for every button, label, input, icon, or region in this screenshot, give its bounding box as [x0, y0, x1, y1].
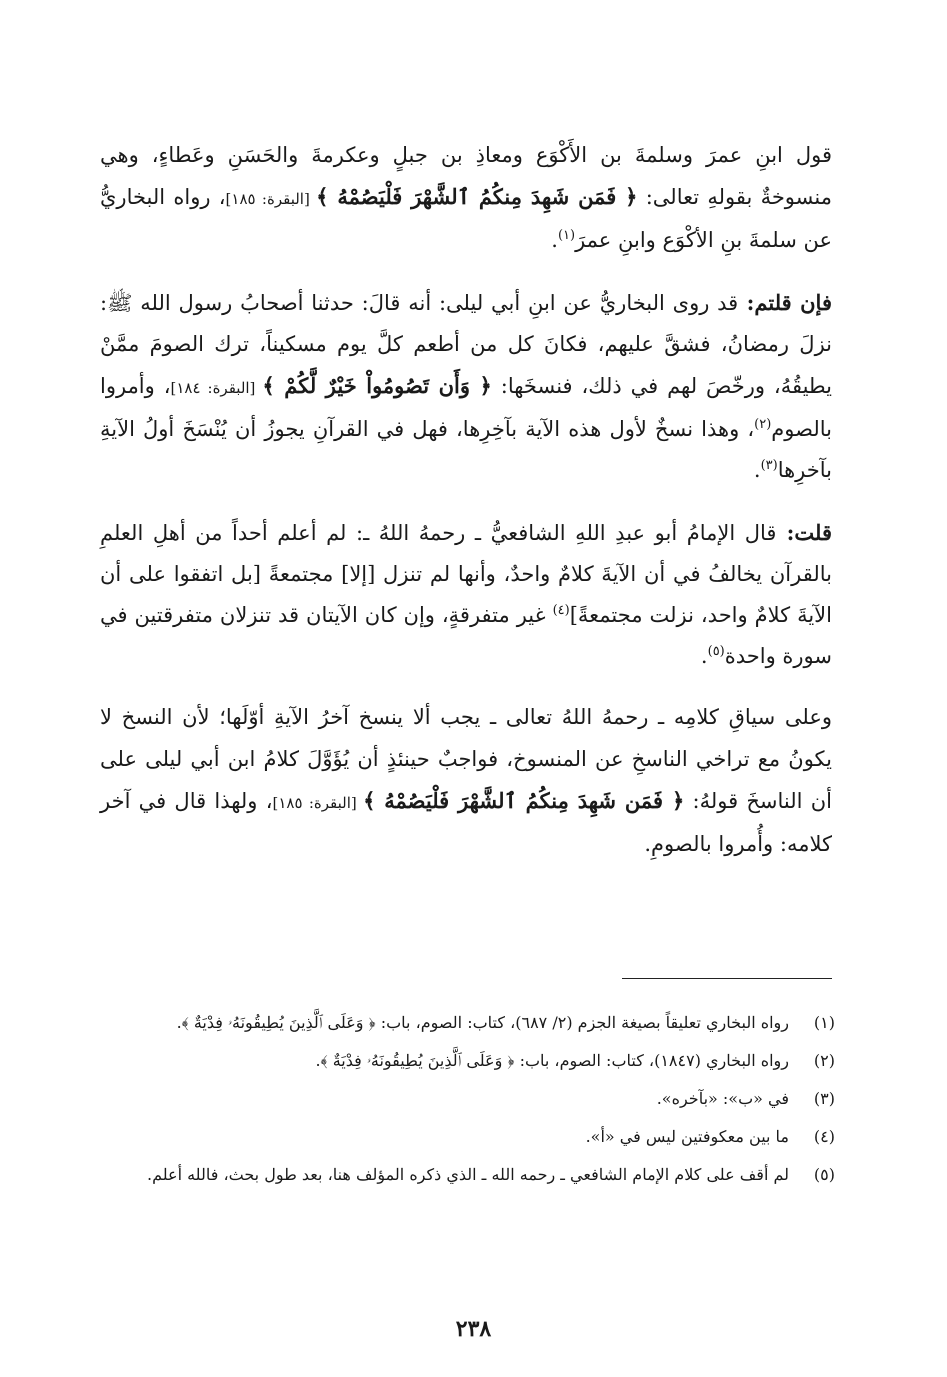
- text-run: غير متفرقةٍ، وإن كان الآيتان قد تنزلان متفرقتين في سورة واحدة: [100, 603, 832, 669]
- text-run: قال الإمامُ أبو عبدِ اللهِ الشافعيُّ ـ رحمهُ اللهُ ـ: لم أعلم أحداً من أهلِ العلمِ بالقرآن يخالفُ في أن الآيةَ كلامٌ واحدٌ، وأنها لم تنزل [إلا] مجتمعةً [بل اتفقوا على أن الآيةَ كلامٌ واحد، نزلت مجتمعةً]: [100, 520, 832, 628]
- footnote-text: في «ب»: «بآخره».: [656, 1089, 789, 1108]
- verse-reference: [البقرة: ١٨٥]: [225, 190, 317, 209]
- paragraph: [100, 282, 832, 492]
- text-run: .: [551, 228, 558, 253]
- text-run: قول ابنِ عمرَ وسلمةَ بن الأَكْوَع ومعاذِ بن جبلٍ وعكرمةَ والحَسَنِ وعَطاءٍ، وهي منسوخةٌ بقولهِ تعالى:: [100, 143, 832, 210]
- paragraph: [100, 512, 832, 678]
- footnote-number: (٥): [813, 1165, 835, 1184]
- text-run: .: [700, 644, 708, 669]
- quran-verse: ﴿ وَأَن تَصُومُواْ خَيْرٌ لَّكُمْ ﴾: [262, 373, 492, 399]
- quran-verse: ﴿ فَمَن شَهِدَ مِنكُمُ ٱلشَّهْرَ فَلْيَصُمْهُ ﴾: [316, 184, 638, 210]
- footnote: [110, 1120, 835, 1154]
- footnote-number: (٢): [813, 1051, 835, 1070]
- footnote: [110, 1158, 835, 1192]
- footnote-marker: (١): [557, 228, 576, 244]
- paragraph: [100, 697, 832, 865]
- footnote-text: رواه البخاري (١٨٤٧)، كتاب: الصوم، باب: ﴿ وَعَلَى ٱلَّذِينَ يُطِيقُونَهُۥ فِدْيَةٌ ﴾.: [315, 1051, 789, 1070]
- footnote-text: رواه البخاري تعليقاً بصيغة الجزم (٢/ ٦٨٧)، كتاب: الصوم، باب: ﴿ وَعَلَى ٱلَّذِينَ يُطِيقُونَهُۥ فِدْيَةٌ ﴾.: [176, 1013, 789, 1032]
- text-run: ، وهذا نسخٌ لأول هذه الآية بآخِرِها، فهل في القرآنِ يجوزُ أن يُنْسَخَ أولُ الآيةِ بآخرِها: [100, 417, 832, 483]
- footnote-marker: (٣): [760, 458, 778, 474]
- footnote-number: (١): [813, 1013, 835, 1032]
- text-run: ، ولهذا قال في آخر كلامه: وأُمروا بالصومِ.: [100, 788, 832, 857]
- footnote-divider: [622, 978, 832, 979]
- footnote-number: (٤): [813, 1127, 835, 1146]
- page-number: ٢٣٨: [455, 1316, 492, 1342]
- footnote-number: (٣): [813, 1089, 835, 1108]
- verse-reference: [البقرة: ١٨٤]: [170, 379, 263, 398]
- footnote: [110, 1044, 835, 1078]
- lead-phrase: فإن قلتم:: [738, 289, 832, 315]
- footnotes-list: [110, 1006, 835, 1196]
- text-run: قد روى البخاريُّ عن ابنِ أبي ليلى: أنه قالَ: حدثنا أصحابُ رسول الله ﷺ: نزلَ رمضانُ، فشقَّ عليهم، فكانَ كل من أطعم كلَّ يوم مسكيناً، ترك الصومَ ممَّنْ يطيقُهُ، ورخّصَ لهم في ذلك، فنسخَها:: [100, 290, 832, 399]
- verse-reference: [البقرة: ١٨٥]: [272, 793, 364, 812]
- paragraph: [100, 135, 832, 262]
- footnote-text: لم أقف على كلام الإمام الشافعي ـ رحمه الله ـ الذي ذكره المؤلف هنا، بعد طول بحث، فالله أعلم.: [146, 1165, 789, 1184]
- quran-verse: ﴿ فَمَن شَهِدَ مِنكُمُ ٱلشَّهْرَ فَلْيَصُمْهُ ﴾: [363, 787, 685, 813]
- footnote: [110, 1082, 835, 1116]
- text-run: ، وأمروا بالصوم: [100, 374, 832, 442]
- footnote-marker: (٢): [754, 417, 772, 433]
- main-text: [100, 135, 832, 865]
- footnote: [110, 1006, 835, 1040]
- footnote-text: ما بين معكوفتين ليس في «أ».: [585, 1127, 789, 1146]
- text-run: وعلى سياقِ كلامِه ـ رحمهُ اللهُ تعالى ـ يجب ألا ينسخ آخرُ الآيةِ أوّلَها؛ لأن النسخ لا يكونُ مع تراخي الناسخِ عن المنسوخ، فواجبٌ حينئذٍ أن يُؤَوَّلَ كلامُ ابن أبي ليلى على أن الناسخَ قولهُ:: [100, 705, 832, 813]
- lead-phrase: قلت:: [776, 519, 832, 545]
- text-run: ، رواه البخاريُّ عن سلمةَ بنِ الأكْوَع وابنِ عمرَ: [100, 185, 832, 253]
- text-run: .: [753, 458, 761, 483]
- footnote-marker: (٥): [707, 644, 725, 660]
- footnote-marker: (٤): [552, 603, 570, 619]
